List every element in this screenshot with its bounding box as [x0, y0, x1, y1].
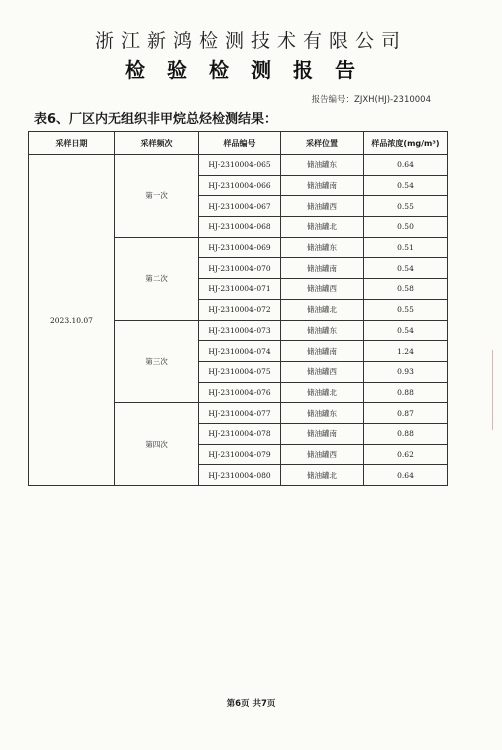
sample-id-cell: HJ-2310004-080: [199, 465, 281, 486]
sample-id-cell: HJ-2310004-077: [199, 403, 281, 424]
report-title: 检验检测报告: [125, 58, 377, 82]
report-number: 报告编号：ZJXH(HJ)-2310004: [311, 95, 431, 105]
sample-id-cell: HJ-2310004-069: [199, 237, 281, 258]
sample-location-cell: 储油罐西: [281, 279, 364, 300]
sample-id-cell: HJ-2310004-075: [199, 361, 281, 382]
concentration-cell: 0.54: [364, 258, 448, 279]
concentration-cell: 0.64: [364, 465, 448, 486]
column-header: 采样日期: [29, 132, 115, 155]
sample-id-cell: HJ-2310004-066: [199, 175, 281, 196]
concentration-cell: 0.64: [364, 155, 448, 176]
sample-location-cell: 储油罐北: [281, 217, 364, 238]
concentration-cell: 0.54: [364, 320, 448, 341]
concentration-cell: 0.50: [364, 217, 448, 238]
sample-id-cell: HJ-2310004-078: [199, 423, 281, 444]
sample-id-cell: HJ-2310004-067: [199, 196, 281, 217]
concentration-cell: 0.62: [364, 444, 448, 465]
concentration-cell: 0.88: [364, 423, 448, 444]
sample-location-cell: 储油罐南: [281, 423, 364, 444]
sample-location-cell: 储油罐南: [281, 175, 364, 196]
sample-location-cell: 储油罐北: [281, 382, 364, 403]
sample-location-cell: 储油罐北: [281, 299, 364, 320]
sample-id-cell: HJ-2310004-070: [199, 258, 281, 279]
stamp-edge-fragment: [492, 350, 502, 430]
sample-location-cell: 储油罐西: [281, 444, 364, 465]
sample-id-cell: HJ-2310004-076: [199, 382, 281, 403]
concentration-cell: 0.58: [364, 279, 448, 300]
sampling-frequency-cell: 第二次: [115, 237, 199, 320]
table-header-row: [29, 132, 448, 155]
sample-id-cell: HJ-2310004-072: [199, 299, 281, 320]
sample-location-cell: 储油罐西: [281, 196, 364, 217]
sample-location-cell: 储油罐南: [281, 341, 364, 362]
column-header: 采样频次: [115, 132, 199, 155]
sample-location-cell: 储油罐东: [281, 320, 364, 341]
sampling-frequency-cell: 第四次: [115, 403, 199, 486]
sampling-date-cell: 2023.10.07: [29, 155, 115, 486]
results-table: [28, 131, 448, 486]
sample-location-cell: 储油罐东: [281, 403, 364, 424]
company-name: 浙江新鸿检测技术有限公司: [94, 30, 407, 52]
concentration-cell: 0.55: [364, 196, 448, 217]
table-row: [29, 155, 448, 176]
sample-id-cell: HJ-2310004-079: [199, 444, 281, 465]
sample-id-cell: HJ-2310004-074: [199, 341, 281, 362]
sample-id-cell: HJ-2310004-071: [199, 279, 281, 300]
concentration-cell: 0.87: [364, 403, 448, 424]
sample-location-cell: 储油罐南: [281, 258, 364, 279]
sample-location-cell: 储油罐东: [281, 237, 364, 258]
concentration-cell: 0.51: [364, 237, 448, 258]
sample-id-cell: HJ-2310004-073: [199, 320, 281, 341]
sample-location-cell: 储油罐西: [281, 361, 364, 382]
sample-location-cell: 储油罐东: [281, 155, 364, 176]
concentration-cell: 0.88: [364, 382, 448, 403]
sampling-frequency-cell: 第一次: [115, 155, 199, 238]
column-header: 样品编号: [199, 132, 281, 155]
page-number: 第6页 共7页: [226, 699, 276, 709]
sample-id-cell: HJ-2310004-065: [199, 155, 281, 176]
sampling-frequency-cell: 第三次: [115, 320, 199, 403]
column-header: 样品浓度(mg/m³): [364, 132, 448, 155]
concentration-cell: 0.54: [364, 175, 448, 196]
concentration-cell: 0.55: [364, 299, 448, 320]
sample-id-cell: HJ-2310004-068: [199, 217, 281, 238]
sample-location-cell: 储油罐北: [281, 465, 364, 486]
concentration-cell: 0.93: [364, 361, 448, 382]
section-heading: 表6、厂区内无组织非甲烷总烃检测结果：: [34, 112, 278, 127]
table-body: [29, 155, 448, 486]
column-header: 采样位置: [281, 132, 364, 155]
concentration-cell: 1.24: [364, 341, 448, 362]
